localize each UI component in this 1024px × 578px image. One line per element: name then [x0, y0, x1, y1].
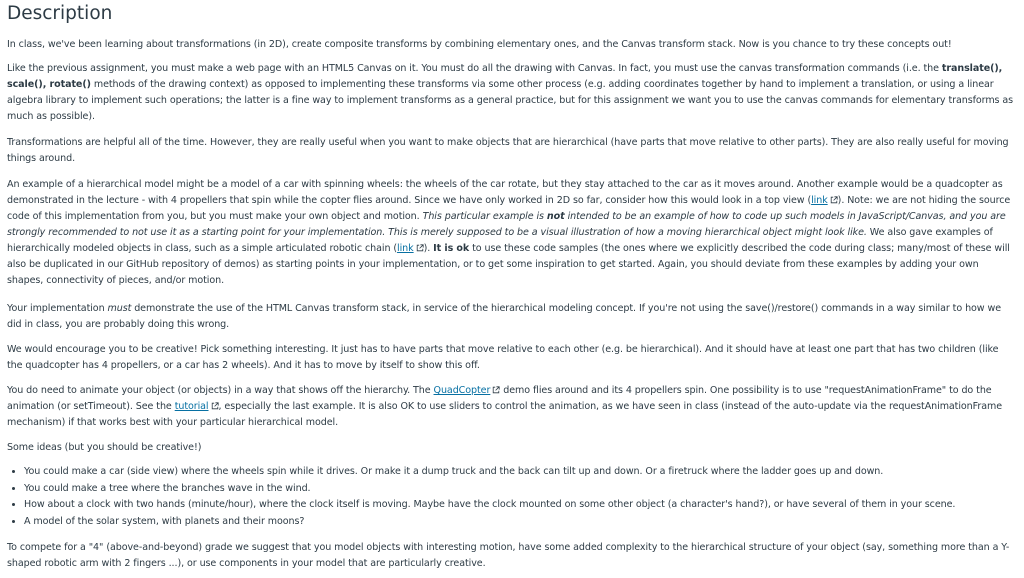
text-run: demonstrate the use of the HTML Canvas transform stack, in service of the hierarchical modeling concept. If you're not using the save()/restore() commands in a way similar to how we did in class, you are probably doing this wrong. [7, 303, 1002, 330]
canvas-requirement-paragraph [7, 61, 1016, 125]
quadcopter-link[interactable]: QuadCopter [433, 385, 491, 396]
external-link-icon [416, 244, 424, 252]
text-run: Your implementation [7, 303, 108, 314]
text-run: ). [423, 243, 434, 254]
hierarchical-example-paragraph [7, 177, 1016, 289]
text-run: ). Note: we are not hiding the source code of this implementation from you, but you must make your own object and motion. [7, 195, 1011, 222]
tutorial-link[interactable]: tutorial [174, 401, 209, 412]
text-run: An example of a hierarchical model might be a model of a car with spinning wheels: the wheels of the car rotate, but they stay attached to the car as it moves around. Another example would be a quadcopter as demonstrated in the lecture - with 4 propellers that spin while the copter flies around. Since we have only worked in 2D so far, consider how this would look in a top view ( [7, 179, 1003, 206]
ideas-heading: Some ideas (but you should be creative!) [7, 442, 202, 453]
not-bold: not [546, 211, 565, 222]
text-run: demo flies around and its 4 propellers spin. One possibility is to use "requestAnimationFrame" to do the animation (or setTimeout). See the [7, 385, 992, 412]
external-link-icon [211, 402, 219, 410]
text-run: , especially the last example. It is also OK to use sliders to control the animation, as we have seen in class (instead of the auto-update via the requestAnimationFrame mechanism) if that works best with your particular hierarchical model. [7, 401, 1002, 428]
text-run: to use these code samples (the ones where we explicitly described the code during class; many/most of these will also be duplicated in our GitHub repository of demos) as starting points in your implementation, or to get some inspiration to get started. Again, you should deviate from these examples by adding your own shapes, connectivity of pieces, and/or motion. [7, 243, 1010, 286]
text-run: We also gave examples of hierarchically modeled objects in class, such as a simple articulated robotic chain ( [7, 227, 993, 254]
intro-paragraph: In class, we've been learning about transformations (in 2D), create composite transforms by combining elementary ones, and the Canvas transform stack. Now is you chance to try these concepts out! [7, 39, 952, 50]
list-item: • You could make a tree where the branches wave in the wind. [24, 481, 1016, 498]
transform-stack-paragraph [7, 301, 1016, 333]
text-run: This particular example is [422, 211, 547, 222]
list-item: • A model of the solar system, with planets and their moons? [24, 514, 1016, 531]
must-italic: must [107, 303, 132, 314]
page-title: Description [7, 3, 113, 24]
it-is-ok-bold: It is ok [433, 243, 470, 254]
top-view-link[interactable]: link [811, 195, 828, 206]
animation-paragraph [7, 383, 1016, 431]
transformations-paragraph: Transformations are helpful all of the time. However, they are really useful when you want to make objects that are hierarchical (have parts that move relative to other parts). They are also really useful for moving things around. [7, 137, 1009, 164]
external-link-icon [830, 196, 838, 204]
be-creative-paragraph: We would encourage you to be creative! Pick something interesting. It just has to have parts that move relative to each other (e.g. be hierarchical). And it should have at least one part that has two children (like the quadcopter has 4 propellers, or a car has 2 wheels). And it has to move by itself to show this off. [7, 344, 999, 371]
transform-methods-bold: translate(), scale(), rotate() [7, 63, 1003, 90]
text-run: You do need to animate your object (or objects) in a way that shows off the hierarchy. The [7, 385, 434, 396]
grade-paragraph: To compete for a "4" (above-and-beyond) grade we suggest that you model objects with interesting motion, have some added complexity to the hierarchical structure of your object (say, something more than a Y-shaped robotic arm with 2 fingers ...), or use components in your model that are particularly creative. [7, 542, 1010, 569]
list-item: • You could make a car (side view) where the wheels spin while it drives. Or make it a dump truck and the back can tilt up and down. Or a firetruck where the ladder goes up and down. [24, 464, 1016, 481]
ideas-list [7, 464, 1016, 531]
text-run: Like the previous assignment, you must make a web page with an HTML5 Canvas on it. You must do all the drawing with Canvas. In fact, you must use the canvas transformation commands (i.e. the [7, 63, 942, 74]
text-run: methods of the drawing context) as opposed to implementing these transforms via some other process (e.g. adding coordinates together by hand to implement a translation, or using a linear algebra library to implement such operations; the latter is a fine way to implement transforms as a general practice, but for this assignment we want you to use the canvas commands for elementary transforms as much as possible). [7, 79, 1014, 122]
list-item: • How about a clock with two hands (minute/hour), where the clock itself is moving. Maybe have the clock mounted on some other object (a character's hand?), or have several of them in your scene. [24, 497, 1016, 514]
robotic-chain-link[interactable]: link [397, 243, 414, 254]
text-run: intended to be an example of how to code up such models in JavaScript/Canvas, and you are strongly recommended to not use it as a starting point for your implementation. This is merely supposed to be a visual illustration of how a moving hierarchical object might look like. [7, 211, 1006, 238]
